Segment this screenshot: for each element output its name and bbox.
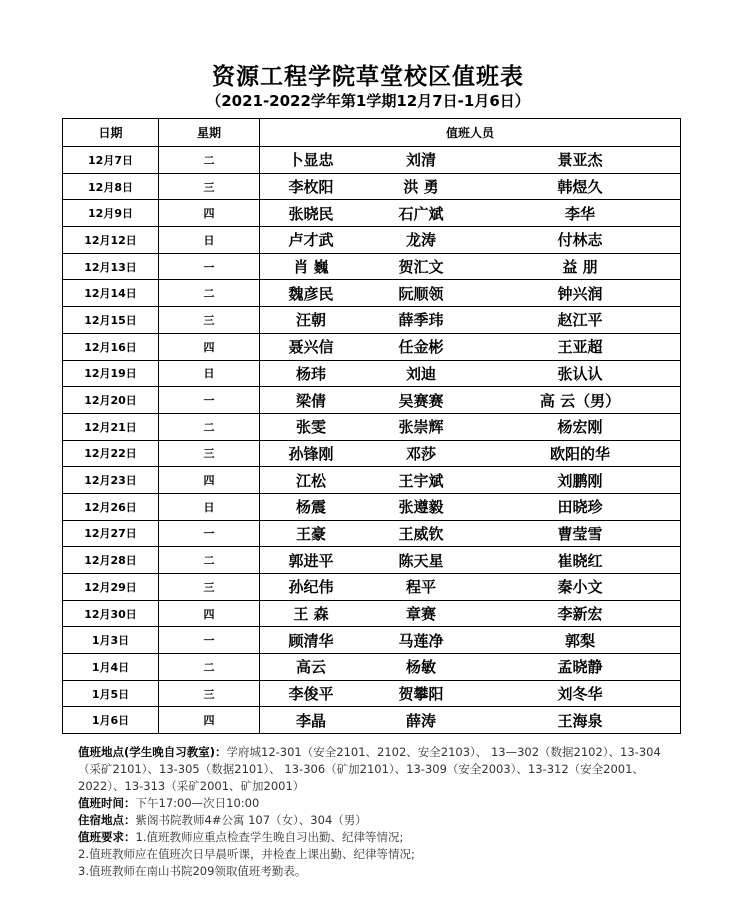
date-cell: 12月15日 <box>63 307 159 334</box>
staff-cell <box>260 520 681 547</box>
date-cell: 12月23日 <box>63 467 159 494</box>
staff-name: 李枚阳 <box>288 178 334 197</box>
staff-name: 欧阳的华 <box>549 444 610 463</box>
staff-name: 孟晓静 <box>557 658 603 677</box>
table-row <box>63 200 681 227</box>
table-row <box>63 600 681 627</box>
staff-group <box>260 254 680 280</box>
staff-name: 付林志 <box>557 231 603 250</box>
staff-name: 杨玮 <box>295 364 326 383</box>
time-label: 值班时间： <box>78 796 136 810</box>
staff-group <box>260 441 680 467</box>
header-date: 日期 <box>63 119 159 147</box>
staff-name: 曹莹雪 <box>557 524 603 543</box>
time-note <box>78 795 668 812</box>
staff-group <box>260 601 680 627</box>
staff-group <box>260 361 680 387</box>
staff-name: 孙纪伟 <box>288 578 334 597</box>
staff-name: 张认认 <box>557 364 603 383</box>
date-cell: 12月26日 <box>63 493 159 520</box>
weekday-cell: 三 <box>159 173 260 200</box>
table-row <box>63 280 681 307</box>
staff-name: 王威钦 <box>398 524 444 543</box>
staff-name: 洪 勇 <box>403 178 439 197</box>
staff-name: 王豪 <box>295 524 326 543</box>
staff-name: 崔晓红 <box>557 551 603 570</box>
staff-name: 韩煜久 <box>557 178 603 197</box>
staff-name: 李俊平 <box>288 685 334 704</box>
staff-name: 李华 <box>564 204 595 223</box>
staff-name: 龙涛 <box>405 231 436 250</box>
staff-name: 赵江平 <box>557 311 603 330</box>
staff-name: 李新宏 <box>557 605 603 624</box>
table-row <box>63 360 681 387</box>
staff-group <box>260 654 680 680</box>
staff-name: 秦小文 <box>557 578 603 597</box>
date-cell: 12月20日 <box>63 387 159 414</box>
staff-name: 江松 <box>295 471 326 490</box>
table-row <box>63 227 681 254</box>
duty-notes <box>78 744 668 880</box>
staff-group <box>260 174 680 200</box>
staff-name: 杨震 <box>295 498 326 517</box>
staff-name: 薛季玮 <box>398 311 444 330</box>
staff-group <box>260 414 680 440</box>
staff-name: 聂兴信 <box>288 338 334 357</box>
weekday-cell: 四 <box>159 600 260 627</box>
staff-name: 益 朋 <box>562 258 598 277</box>
staff-name: 章赛 <box>405 605 436 624</box>
staff-cell <box>260 307 681 334</box>
date-cell: 12月19日 <box>63 360 159 387</box>
table-row <box>63 147 681 174</box>
date-cell: 12月28日 <box>63 547 159 574</box>
staff-name: 刘清 <box>405 151 436 170</box>
weekday-cell: 四 <box>159 333 260 360</box>
date-cell: 1月6日 <box>63 707 159 734</box>
staff-cell <box>260 253 681 280</box>
staff-group <box>260 494 680 520</box>
staff-name: 田晓珍 <box>557 498 603 517</box>
header-weekday: 星期 <box>159 119 260 147</box>
time-text: 下午17:00—次日10:00 <box>135 796 260 810</box>
date-cell: 12月13日 <box>63 253 159 280</box>
date-cell: 12月14日 <box>63 280 159 307</box>
staff-name: 孙锋刚 <box>288 444 334 463</box>
weekday-cell: 三 <box>159 680 260 707</box>
header-staff: 值班人员 <box>260 119 681 147</box>
staff-cell <box>260 493 681 520</box>
table-row <box>63 654 681 681</box>
requirements-label: 值班要求： <box>78 830 136 844</box>
date-cell: 1月3日 <box>63 627 159 654</box>
location-text: 学府城12-301（安全2101、2102、安全2103）、 13—302（数据2102）、13-304（采矿2101）、13-305（数据2101）、 13-306（矿加2101）、13-309（安全2003）、13-312（安全2001、2022）、13-313（采矿2001、矿加2001） <box>78 745 661 793</box>
staff-group <box>260 467 680 493</box>
staff-group <box>260 707 680 733</box>
requirement-1: 1.值班教师应重点检查学生晚自习出勤、纪律等情况; <box>135 830 404 844</box>
weekday-cell: 二 <box>159 280 260 307</box>
lodging-label: 住宿地点： <box>78 813 136 827</box>
staff-name: 卢才武 <box>288 231 334 250</box>
staff-name: 石广斌 <box>398 204 444 223</box>
staff-name: 杨敏 <box>405 658 436 677</box>
staff-name: 任金彬 <box>398 338 444 357</box>
staff-group <box>260 227 680 253</box>
staff-name: 张遵毅 <box>398 498 444 517</box>
table-row <box>63 680 681 707</box>
table-header-row <box>63 119 681 147</box>
table-row <box>63 307 681 334</box>
date-cell: 12月30日 <box>63 600 159 627</box>
lodging-note <box>78 812 668 829</box>
date-cell: 12月22日 <box>63 440 159 467</box>
staff-name: 程平 <box>405 578 436 597</box>
weekday-cell: 一 <box>159 627 260 654</box>
location-label: 值班地点(学生晚自习教室)： <box>78 745 227 759</box>
page-subtitle: （2021-2022学年第1学期12月7日-1月6日） <box>206 92 530 110</box>
weekday-cell: 一 <box>159 387 260 414</box>
requirement-3: 3.值班教师在南山书院209领取值班考勤表。 <box>78 864 307 878</box>
date-cell: 12月29日 <box>63 574 159 601</box>
table-row <box>63 387 681 414</box>
duty-schedule-table <box>62 118 681 734</box>
staff-group <box>260 681 680 707</box>
weekday-cell: 日 <box>159 360 260 387</box>
staff-name: 顾清华 <box>288 631 334 650</box>
staff-cell <box>260 227 681 254</box>
staff-name: 薛涛 <box>405 711 436 730</box>
staff-group <box>260 334 680 360</box>
staff-cell <box>260 680 681 707</box>
staff-name: 马莲净 <box>398 631 444 650</box>
staff-cell <box>260 147 681 174</box>
staff-group <box>260 307 680 333</box>
staff-name: 梁倩 <box>295 391 326 410</box>
staff-name: 李晶 <box>295 711 326 730</box>
staff-group <box>260 574 680 600</box>
date-cell: 12月12日 <box>63 227 159 254</box>
weekday-cell: 二 <box>159 413 260 440</box>
staff-cell <box>260 173 681 200</box>
staff-cell <box>260 627 681 654</box>
location-note <box>78 744 668 795</box>
staff-name: 邓莎 <box>405 444 436 463</box>
staff-name: 刘迪 <box>405 364 436 383</box>
date-cell: 12月16日 <box>63 333 159 360</box>
date-cell: 1月5日 <box>63 680 159 707</box>
staff-cell <box>260 574 681 601</box>
lodging-text: 紫阁书院教师4#公寓 107（女）、304（男） <box>135 813 367 827</box>
staff-name: 王宇斌 <box>398 471 444 490</box>
staff-cell <box>260 440 681 467</box>
staff-name: 王亚超 <box>557 338 603 357</box>
staff-name: 景亚杰 <box>557 151 603 170</box>
staff-name: 张晓民 <box>288 204 334 223</box>
weekday-cell: 日 <box>159 493 260 520</box>
table-row <box>63 413 681 440</box>
table-row <box>63 253 681 280</box>
staff-cell <box>260 333 681 360</box>
staff-cell <box>260 387 681 414</box>
staff-cell <box>260 413 681 440</box>
table-row <box>63 333 681 360</box>
date-cell: 12月8日 <box>63 173 159 200</box>
table-row <box>63 707 681 734</box>
staff-name: 贺攀阳 <box>398 685 444 704</box>
weekday-cell: 三 <box>159 440 260 467</box>
weekday-cell: 四 <box>159 467 260 494</box>
staff-cell <box>260 280 681 307</box>
staff-name: 郭进平 <box>288 551 334 570</box>
staff-name: 杨宏刚 <box>557 418 603 437</box>
weekday-cell: 一 <box>159 520 260 547</box>
staff-group <box>260 547 680 573</box>
staff-name: 张雯 <box>295 418 326 437</box>
date-cell: 12月21日 <box>63 413 159 440</box>
staff-cell <box>260 547 681 574</box>
weekday-cell: 三 <box>159 307 260 334</box>
table-row <box>63 440 681 467</box>
staff-name: 钟兴润 <box>557 284 603 303</box>
staff-name: 贺汇文 <box>398 258 444 277</box>
staff-name: 魏彦民 <box>288 284 334 303</box>
staff-group <box>260 200 680 226</box>
staff-name: 汪朝 <box>295 311 326 330</box>
weekday-cell: 二 <box>159 654 260 681</box>
weekday-cell: 二 <box>159 547 260 574</box>
table-row <box>63 467 681 494</box>
staff-group <box>260 280 680 306</box>
staff-name: 高云 <box>295 658 326 677</box>
staff-name: 吴赛赛 <box>398 391 444 410</box>
staff-cell <box>260 654 681 681</box>
staff-cell <box>260 707 681 734</box>
date-cell: 12月27日 <box>63 520 159 547</box>
staff-name: 陈天星 <box>398 551 444 570</box>
table-row <box>63 574 681 601</box>
weekday-cell: 三 <box>159 574 260 601</box>
staff-cell <box>260 200 681 227</box>
staff-name: 郭梨 <box>564 631 595 650</box>
staff-cell <box>260 467 681 494</box>
staff-cell <box>260 600 681 627</box>
staff-name: 阮顺领 <box>398 284 444 303</box>
requirements-note <box>78 829 668 846</box>
staff-name: 张崇辉 <box>398 418 444 437</box>
weekday-cell: 四 <box>159 200 260 227</box>
staff-name: 卜显忠 <box>288 151 334 170</box>
table-row <box>63 547 681 574</box>
table-row <box>63 520 681 547</box>
staff-name: 刘鹏刚 <box>557 471 603 490</box>
staff-group <box>260 147 680 173</box>
date-cell: 12月7日 <box>63 147 159 174</box>
table-row <box>63 493 681 520</box>
table-row <box>63 173 681 200</box>
page-title: 资源工程学院草堂校区值班表 <box>212 64 524 90</box>
staff-group <box>260 627 680 653</box>
date-cell: 1月4日 <box>63 654 159 681</box>
requirement-2: 2.值班教师应在值班次日早晨听课，并检查上课出勤、纪律等情况; <box>78 847 415 861</box>
staff-name: 肖 巍 <box>293 258 329 277</box>
staff-name: 王海泉 <box>557 711 603 730</box>
weekday-cell: 一 <box>159 253 260 280</box>
staff-cell <box>260 360 681 387</box>
staff-name: 王 森 <box>293 605 329 624</box>
weekday-cell: 日 <box>159 227 260 254</box>
weekday-cell: 二 <box>159 147 260 174</box>
staff-name: 刘冬华 <box>557 685 603 704</box>
date-cell: 12月9日 <box>63 200 159 227</box>
staff-name: 高 云（男） <box>539 391 621 410</box>
staff-group <box>260 521 680 547</box>
staff-group <box>260 387 680 413</box>
table-row <box>63 627 681 654</box>
weekday-cell: 四 <box>159 707 260 734</box>
